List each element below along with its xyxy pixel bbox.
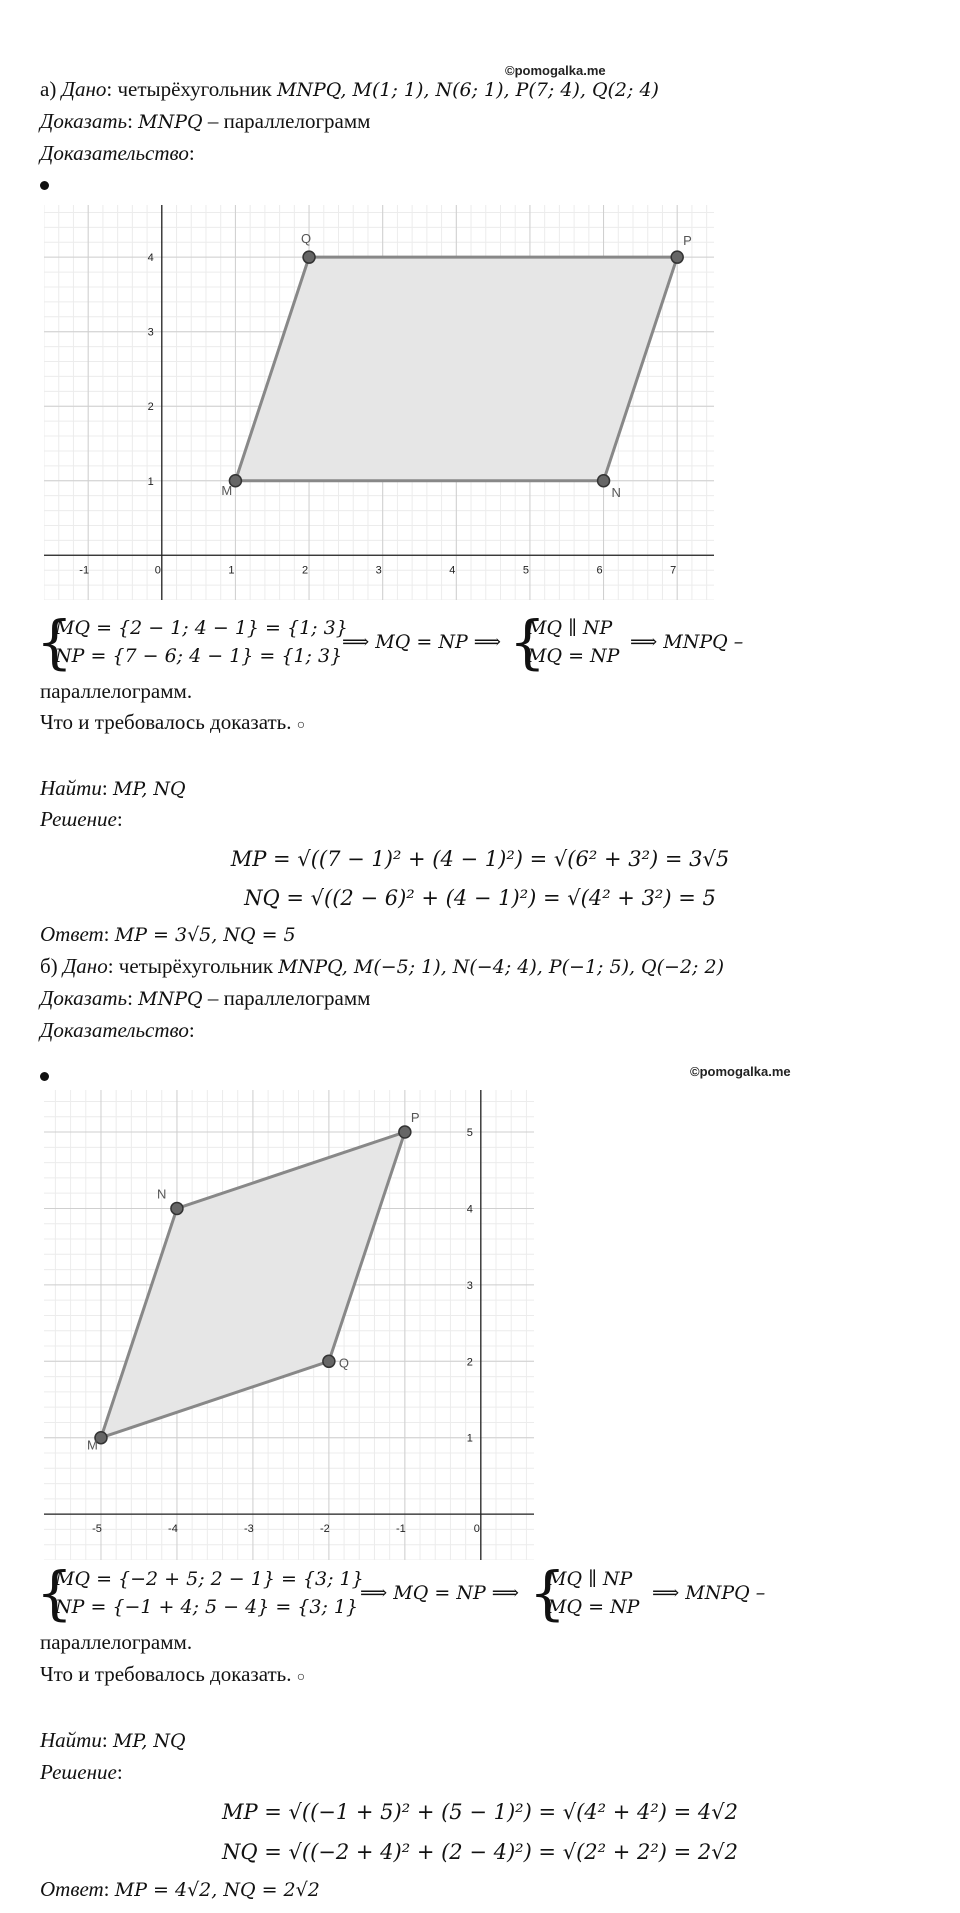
system-b-row-2: NP = {−1 + 4; 5 − 4} = {3; 1} — [55, 1596, 359, 1618]
point-q — [303, 251, 315, 263]
x-tick-label: 6 — [596, 564, 603, 577]
given-b — [40, 953, 724, 980]
prove-b-word: Доказать — [40, 986, 128, 1010]
x-tick-label: 4 — [449, 564, 456, 577]
solution-label-a-word: Решение — [40, 807, 117, 831]
x-tick-label: 1 — [228, 564, 235, 577]
x-tick-label: 0 — [154, 564, 161, 577]
system-b-right — [547, 1565, 639, 1621]
solution-label-b: Решение: — [40, 1760, 123, 1784]
answer-a-word: Ответ — [40, 922, 104, 946]
x-tick-label: 5 — [522, 564, 529, 577]
x-tick-label: -1 — [79, 564, 90, 577]
given-b-math: MNPQ, M(−5; 1), N(−4; 4), P(−1; 5), Q(−2; 2) — [278, 956, 724, 978]
answer-a: Ответ: MP = 3√5, NQ = 5 — [40, 922, 296, 946]
proof-label-a-word: Доказательство — [40, 141, 189, 165]
prove-a-text: – параллелограмм — [202, 109, 371, 133]
system-a-left — [55, 614, 348, 670]
find-b-math: MP, NQ — [112, 1730, 186, 1752]
y-tick-label: 2 — [147, 401, 154, 414]
given-a-math: MNPQ, M(1; 1), N(6; 1), P(7; 4), Q(2; 4) — [276, 79, 659, 101]
find-a: Найти: MP, NQ — [40, 776, 186, 800]
y-tick-label: 1 — [147, 475, 154, 488]
y-tick-label: 4 — [147, 252, 154, 265]
system-b-left — [55, 1565, 364, 1621]
watermark-top: ©pomogalka.me — [505, 63, 606, 78]
eq-nq-a: NQ = √((2 − 6)² + (4 − 1)²) = √(4² + 3²) = 5 — [244, 886, 716, 910]
implies-b-1: ⟹ — [360, 1582, 388, 1604]
answer-b-math: MP = 4√2, NQ = 2√2 — [114, 1879, 320, 1901]
system-a-mid — [342, 628, 501, 656]
prove-a-word: Доказать — [40, 109, 128, 133]
point-label-n: N — [611, 484, 621, 500]
given-b-word: Дано — [62, 954, 108, 978]
point-n — [171, 1202, 183, 1214]
brace-right-a: { — [509, 608, 546, 676]
eq-nq-b: NQ = √((−2 + 4)² + (2 − 4)²) = √(2² + 2²) = 2√2 — [221, 1840, 739, 1864]
given-a-prefix: а) — [40, 77, 62, 101]
solution-label-a: Решение: — [40, 807, 123, 831]
x-tick-label: 7 — [670, 564, 677, 577]
system-b-right-2: MQ = NP — [547, 1596, 640, 1618]
implies-a-1: ⟹ — [342, 631, 370, 653]
solution-label-b-word: Решение — [40, 1760, 117, 1784]
point-label-p: P — [410, 1110, 420, 1126]
chart-a — [44, 205, 714, 600]
brace-right-b: { — [529, 1559, 566, 1627]
vec-eq-a: MQ = NP — [375, 631, 468, 653]
eq-mp-a: MP = √((7 − 1)² + (4 − 1)²) = √(6² + 3²) = 3√5 — [230, 847, 730, 871]
y-tick-label: 4 — [466, 1203, 473, 1216]
find-b-word: Найти — [40, 1728, 102, 1752]
brace-left-b: { — [36, 1559, 73, 1627]
find-a-word: Найти — [40, 776, 102, 800]
prove-b-math: MNPQ — [138, 988, 203, 1010]
system-b-mid — [360, 1579, 519, 1607]
qed-a — [40, 709, 305, 739]
conclusion-b-text: параллелограмм. — [40, 1630, 193, 1654]
point-label-p: P — [683, 233, 692, 249]
find-a-math: MP, NQ — [112, 778, 186, 800]
proof-label-b-word: Доказательство — [40, 1018, 189, 1042]
y-tick-label: 3 — [147, 326, 154, 339]
x-tick-label: -4 — [168, 1523, 178, 1536]
chart-b — [44, 1090, 534, 1560]
point-label-n: N — [156, 1186, 167, 1202]
system-a-right-1: MQ ∥ NP — [527, 617, 613, 639]
x-tick-label: 3 — [375, 564, 382, 577]
implies-a-2: ⟹ — [473, 631, 502, 653]
prove-b: Доказать: MNPQ – параллелограмм — [40, 986, 371, 1010]
prove-a: Доказать: MNPQ – параллелограмм — [40, 109, 371, 133]
proof-label-a: Доказательство: — [40, 141, 195, 165]
point-p — [671, 251, 683, 263]
conclusion-a-text: параллелограмм. — [40, 679, 193, 703]
point-n — [598, 475, 610, 487]
eq-mp-b: MP = √((−1 + 5)² + (5 − 1)²) = √(4² + 4²) = 4√2 — [221, 1800, 739, 1824]
x-tick-label: 2 — [301, 564, 309, 577]
vec-eq-b: MQ = NP — [393, 1582, 486, 1604]
point-p — [399, 1126, 411, 1138]
conclusion-a-math: ⟹ MNPQ – — [630, 631, 744, 653]
x-tick-label: -1 — [395, 1523, 406, 1536]
given-a-text: : четырёхугольник — [106, 77, 277, 101]
given-b-prefix: б) — [40, 954, 63, 978]
point-label-q: Q — [301, 231, 312, 247]
y-tick-label: 2 — [466, 1356, 473, 1369]
point-q — [323, 1355, 335, 1367]
system-a-right — [527, 614, 619, 670]
conclusion-b-math: ⟹ MNPQ – — [652, 1582, 766, 1604]
parallelogram-shape — [235, 257, 677, 481]
x-tick-label: 0 — [473, 1523, 480, 1536]
system-a-row-2: NP = {7 − 6; 4 − 1} = {1; 3} — [55, 645, 343, 667]
y-tick-label: 3 — [466, 1279, 473, 1292]
system-b-right-1: MQ ∥ NP — [547, 1568, 633, 1590]
given-b-text: : четырёхугольник — [107, 954, 279, 978]
prove-a-math: MNPQ — [138, 111, 203, 133]
point-label-m: M — [221, 482, 233, 498]
system-a-right-2: MQ = NP — [527, 645, 620, 667]
qed-b — [40, 1661, 305, 1691]
answer-a-math: MP = 3√5, NQ = 5 — [114, 924, 296, 946]
system-b-row-1: MQ = {−2 + 5; 2 − 1} = {3; 1} — [55, 1568, 364, 1590]
point-label-m: M — [86, 1437, 98, 1453]
answer-b: Ответ: MP = 4√2, NQ = 2√2 — [40, 1877, 320, 1901]
proof-label-b: Доказательство: — [40, 1018, 195, 1042]
x-tick-label: -3 — [244, 1523, 254, 1536]
find-b: Найти: MP, NQ — [40, 1728, 186, 1752]
y-tick-label: 1 — [466, 1432, 473, 1445]
system-a-row-1: MQ = {2 − 1; 4 − 1} = {1; 3} — [55, 617, 348, 639]
qed-a-mark: ○ — [296, 718, 306, 733]
prove-b-text: – параллелограмм — [202, 986, 371, 1010]
qed-b-mark: ○ — [296, 1670, 306, 1685]
given-a — [40, 76, 659, 103]
x-tick-label: -5 — [92, 1523, 102, 1536]
given-a-word: Дано — [61, 77, 107, 101]
answer-b-word: Ответ — [40, 1877, 104, 1901]
x-tick-label: -2 — [319, 1523, 330, 1536]
point-label-q: Q — [338, 1355, 350, 1371]
implies-b-2: ⟹ — [491, 1582, 520, 1604]
bullet-b — [40, 1072, 49, 1081]
brace-left-a: { — [36, 608, 73, 676]
y-tick-label: 5 — [466, 1127, 473, 1140]
qed-a-text: Что и требовалось доказать. — [40, 710, 292, 734]
watermark-bottom: ©pomogalka.me — [690, 1064, 791, 1079]
bullet-a — [40, 181, 49, 190]
qed-b-text: Что и требовалось доказать. — [40, 1662, 292, 1686]
